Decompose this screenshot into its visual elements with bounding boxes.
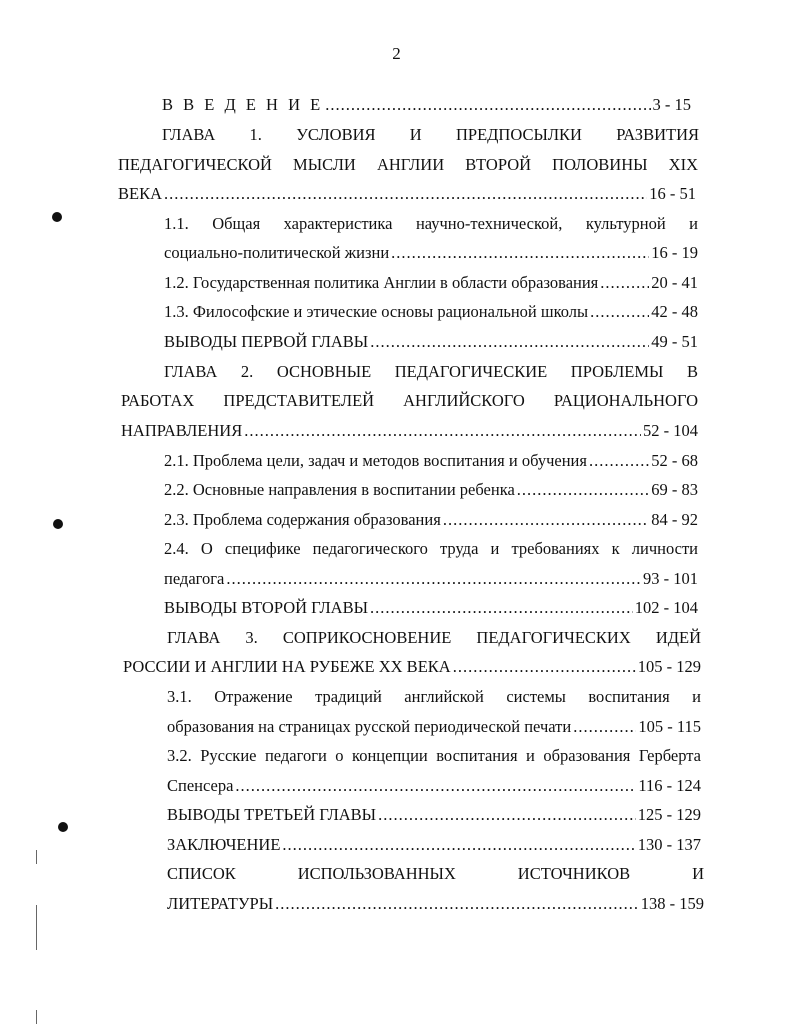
toc-section-1-1-line2 <box>164 242 698 264</box>
toc-section-3-1-line1: 3.1. Отражение традиций английской системы воспитания и <box>167 687 701 706</box>
toc-pages: 3 - 15 <box>652 95 691 114</box>
toc-title: В В Е Д Е Н И Е <box>162 95 324 114</box>
toc-chapter-3-line1: ГЛАВА 3. СОПРИКОСНОВЕНИЕ ПЕДАГОГИЧЕСКИХ ИДЕЙ <box>167 628 701 647</box>
toc-title: ВЫВОДЫ ВТОРОЙ ГЛАВЫ <box>164 598 368 617</box>
toc-chapter-1-line1: ГЛАВА 1. УСЛОВИЯ И ПРЕДПОСЫЛКИ РАЗВИТИЯ <box>162 125 699 144</box>
toc-entry-intro <box>162 94 691 116</box>
toc-section-3-2-line2 <box>167 775 701 797</box>
toc-conclusions-1 <box>164 331 698 353</box>
toc-leader <box>600 272 649 294</box>
toc-pages: 84 - 92 <box>651 510 698 529</box>
page-number: 2 <box>392 44 401 63</box>
toc-chapter-2-line1: ГЛАВА 2. ОСНОВНЫЕ ПЕДАГОГИЧЕСКИЕ ПРОБЛЕМЫ В <box>164 362 698 381</box>
toc-title: РОССИИ И АНГЛИИ НА РУБЕЖЕ XX ВЕКА <box>123 657 451 676</box>
toc-pages: 69 - 83 <box>651 480 698 499</box>
toc-title: ВЕКА <box>118 184 163 203</box>
toc-leader <box>275 893 639 915</box>
toc-leader <box>378 804 636 826</box>
toc-pages: 16 - 19 <box>651 243 698 262</box>
toc-title: педагога <box>164 569 225 588</box>
toc-pages: 130 - 137 <box>637 835 701 854</box>
toc-title: Спенсера <box>167 776 234 795</box>
toc-leader <box>589 450 649 472</box>
toc-title: социально-политической жизни <box>164 243 390 262</box>
toc-title: 2.3. Проблема содержания образования <box>164 510 441 529</box>
toc-leader <box>282 834 635 856</box>
toc-leader <box>573 716 636 738</box>
scan-edge-mark <box>36 905 37 950</box>
punch-hole-mark <box>58 822 68 832</box>
toc-pages: 93 - 101 <box>643 569 698 588</box>
toc-chapter-2-line3 <box>121 420 698 442</box>
toc-pages: 49 - 51 <box>651 332 698 351</box>
toc-bibliography-line2 <box>167 893 704 915</box>
toc-pages: 125 - 129 <box>637 805 701 824</box>
toc-leader <box>590 301 649 323</box>
punch-hole-mark <box>52 212 62 222</box>
toc-leader <box>453 656 636 678</box>
toc-section-1-2 <box>164 272 698 294</box>
toc-conclusion <box>167 834 701 856</box>
scan-edge-mark <box>36 1010 37 1024</box>
toc-pages: 16 - 51 <box>649 184 696 203</box>
toc-chapter-2-line2: РАБОТАХ ПРЕДСТАВИТЕЛЕЙ АНГЛИЙСКОГО РАЦИОНАЛЬНОГО <box>121 391 698 410</box>
toc-chapter-3-line2 <box>123 656 701 678</box>
toc-section-1-1-line1: 1.1. Общая характеристика научно-технической, культурной и <box>164 214 698 233</box>
toc-title: ЗАКЛЮЧЕНИЕ <box>167 835 281 854</box>
toc-section-1-3 <box>164 301 698 323</box>
toc-leader <box>391 242 649 264</box>
toc-title: 2.1. Проблема цели, задач и методов воспитания и обучения <box>164 451 587 470</box>
toc-leader <box>370 597 633 619</box>
toc-pages: 138 - 159 <box>640 894 704 913</box>
toc-section-2-3 <box>164 509 698 531</box>
toc-leader <box>517 479 649 501</box>
toc-section-3-1-line2 <box>167 716 701 738</box>
toc-pages: 105 - 115 <box>638 717 701 736</box>
toc-chapter-1-line2: ПЕДАГОГИЧЕСКОЙ МЫСЛИ АНГЛИИ ВТОРОЙ ПОЛОВИНЫ XIX <box>118 155 698 174</box>
toc-conclusions-2 <box>164 597 698 619</box>
toc-section-2-1 <box>164 450 698 472</box>
toc-title: 1.2. Государственная политика Англии в области образования <box>164 273 599 292</box>
toc-conclusions-3 <box>167 804 701 826</box>
toc-pages: 52 - 68 <box>651 451 698 470</box>
toc-title: ВЫВОДЫ ТРЕТЬЕЙ ГЛАВЫ <box>167 805 377 824</box>
toc-leader <box>235 775 636 797</box>
toc-title: ЛИТЕРАТУРЫ <box>167 894 274 913</box>
toc-section-2-4-line2 <box>164 568 698 590</box>
toc-title: ВЫВОДЫ ПЕРВОЙ ГЛАВЫ <box>164 332 369 351</box>
punch-hole-mark <box>53 519 63 529</box>
toc-pages: 42 - 48 <box>651 302 698 321</box>
toc-pages: 52 - 104 <box>643 421 698 440</box>
toc-title: 2.2. Основные направления в воспитании ребенка <box>164 480 515 499</box>
toc-pages: 116 - 124 <box>638 776 701 795</box>
toc-pages: 20 - 41 <box>651 273 698 292</box>
toc-leader <box>244 420 641 442</box>
toc-pages: 102 - 104 <box>634 598 698 617</box>
toc-pages: 105 - 129 <box>637 657 701 676</box>
toc-title: НАПРАВЛЕНИЯ <box>121 421 243 440</box>
toc-title: 1.3. Философские и этические основы рациональной школы <box>164 302 589 321</box>
toc-leader <box>325 94 650 116</box>
toc-chapter-1-line3 <box>118 183 696 205</box>
toc-section-2-4-line1: 2.4. О специфике педагогического труда и требованиях к личности <box>164 539 698 558</box>
scan-edge-mark <box>36 850 37 864</box>
toc-section-3-2-line1: 3.2. Русские педагоги о концепции воспитания и образования Герберта <box>167 746 701 765</box>
toc-leader <box>164 183 647 205</box>
toc-bibliography-line1: СПИСОК ИСПОЛЬЗОВАННЫХ ИСТОЧНИКОВ И <box>167 864 704 883</box>
toc-section-2-2 <box>164 479 698 501</box>
toc-leader <box>443 509 649 531</box>
toc-title: образования на страницах русской периодической печати <box>167 717 572 736</box>
toc-leader <box>370 331 649 353</box>
toc-leader <box>226 568 641 590</box>
